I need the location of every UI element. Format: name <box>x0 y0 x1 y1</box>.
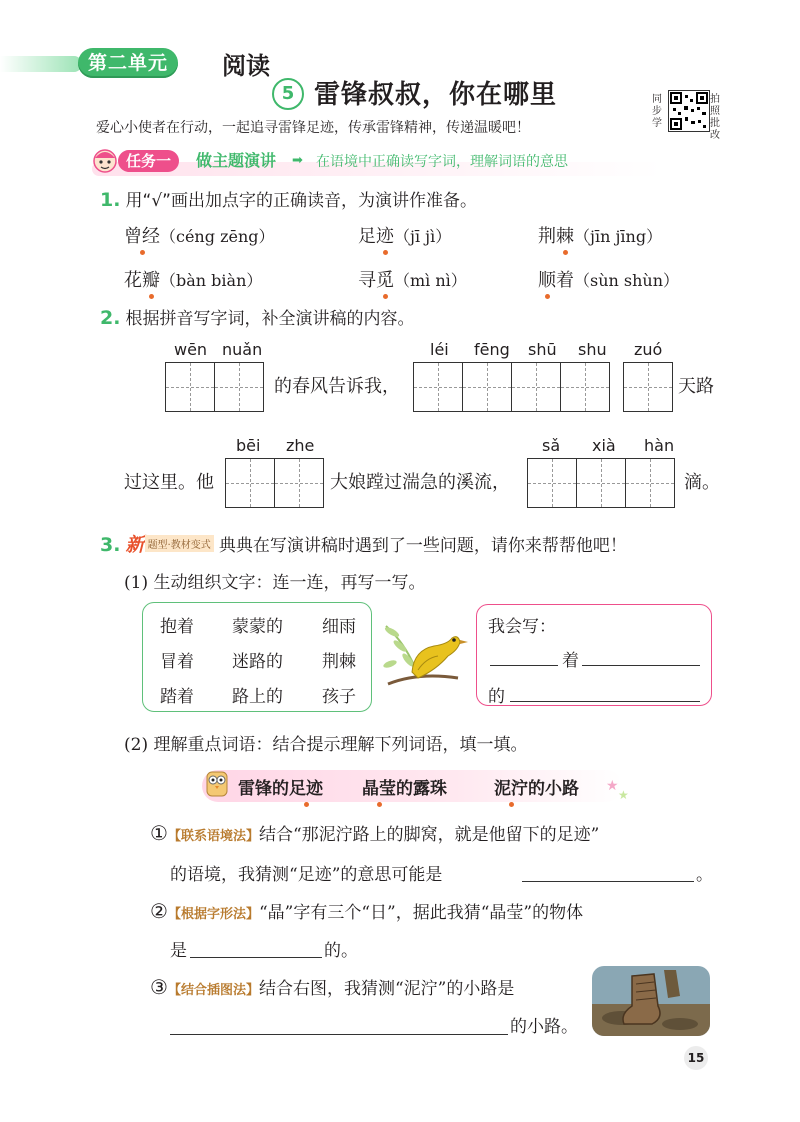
key-word: 雷锋的足迹 <box>238 779 323 799</box>
sub-item-1-end: 。 <box>696 865 713 885</box>
match-col-1[interactable]: 抱着 冒着 踏着 <box>160 617 194 707</box>
writing-grid[interactable] <box>226 458 324 508</box>
qr-code-icon[interactable] <box>668 90 710 132</box>
pinyin-item: 足迹（jī jì） <box>358 226 452 247</box>
answer-line[interactable] <box>190 957 322 958</box>
pinyin-label: léi <box>430 340 449 359</box>
method-label: 【联系语境法】 <box>167 829 259 844</box>
answer-line[interactable] <box>582 665 700 666</box>
lesson-title: 雷锋叔叔，你在哪里 <box>314 80 558 110</box>
pinyin-item: 曾经（céng zēng） <box>124 226 275 247</box>
task-title: 做主题演讲 <box>196 151 277 170</box>
pinyin-choices[interactable]: （bàn biàn） <box>160 271 263 290</box>
header-decor-bar <box>0 56 82 72</box>
qr-left-label: 同步学 <box>652 94 662 129</box>
answer-line[interactable] <box>510 701 700 702</box>
pinyin-label: zuó <box>634 340 663 359</box>
sub-item-3-end: 的小路。 <box>510 1017 578 1037</box>
sub-item-2: ②【根据字形法】“晶”字有三个“日”，据此我猜“晶莹”的物体 <box>150 899 584 923</box>
question-text: 根据拼音写字词，补全演讲稿的内容。 <box>125 309 415 329</box>
mascot-icon <box>92 146 118 174</box>
pinyin-item: 寻觅（mì nì） <box>358 270 467 291</box>
pinyin-choices[interactable]: （sùn shùn） <box>574 271 680 290</box>
question-3 <box>100 530 627 557</box>
writing-grid[interactable] <box>624 362 673 412</box>
pinyin-label: wēn <box>174 340 208 359</box>
key-word: 晶莹的露珠 <box>362 779 447 799</box>
dotted-char: 棘 <box>556 226 574 247</box>
dotted-char: 迹 <box>376 226 394 247</box>
bird-illustration <box>378 606 474 702</box>
subquestion-2: (2) 理解重点词语：结合提示理解下列词语，填一填。 <box>124 735 528 755</box>
pinyin-label: shū <box>528 340 557 359</box>
pinyin-choices[interactable]: （mì nì） <box>394 271 467 290</box>
write-de: 的 <box>488 687 505 707</box>
task-goal: 在语境中正确读写字词，理解词语的意思 <box>316 154 568 170</box>
question-number: 2. <box>100 307 121 329</box>
pinyin-choices[interactable]: （jī jì） <box>394 227 452 246</box>
muddy-path-illustration <box>592 966 710 1036</box>
write-mid: 着 <box>562 651 579 671</box>
question-text: 典典在写演讲稿时遇到了一些问题，请你来帮帮他吧！ <box>218 536 627 556</box>
question-text: 用“√”画出加点字的正确读音，为演讲作准备。 <box>125 191 477 211</box>
pinyin-label: hàn <box>644 436 675 455</box>
passage-text: 的春风告诉我， <box>274 376 400 397</box>
passage-text: 天路 <box>678 376 714 397</box>
question-1 <box>100 186 477 211</box>
unit-label: 第二单元 <box>78 48 178 78</box>
lesson-number: 5 <box>272 78 304 110</box>
pinyin-item: 荆棘（jīn jīng） <box>538 226 663 247</box>
write-label: 我会写： <box>488 617 556 637</box>
question-number: 1. <box>100 189 121 211</box>
sub-item-2-end: 的。 <box>324 941 358 961</box>
method-label: 【结合插图法】 <box>167 983 259 998</box>
subquestion-1: (1) 生动组织文字：连一连，再写一写。 <box>124 573 426 593</box>
method-label: 【根据字形法】 <box>167 907 259 922</box>
type-badge: 题型·教材变式 <box>145 535 214 552</box>
match-col-3[interactable]: 细雨 荆棘 孩子 <box>322 617 356 707</box>
qr-right-label: 拍照批改 <box>710 94 720 141</box>
passage-text: 过这里。他 <box>124 472 214 493</box>
pinyin-label: nuǎn <box>222 340 263 359</box>
dotted-char: 顺 <box>538 270 556 291</box>
answer-line[interactable] <box>170 1034 508 1035</box>
writing-grid[interactable] <box>528 458 675 508</box>
section-title: 阅读 <box>222 52 270 80</box>
new-badge: 新 <box>125 534 145 556</box>
star-icon: ★ <box>618 788 629 802</box>
answer-line[interactable] <box>522 881 694 882</box>
pinyin-label: fēng <box>474 340 510 359</box>
star-icon: ★ <box>606 778 619 794</box>
sub-item-2-cont: 是 <box>170 941 187 961</box>
sub-item-1: ①【联系语境法】结合“那泥泞路上的脚窝，就是他留下的足迹” <box>150 821 600 845</box>
dotted-char: 瓣 <box>142 270 160 291</box>
pinyin-item: 顺着（sùn shùn） <box>538 270 680 291</box>
dotted-char: 觅 <box>376 270 394 291</box>
match-col-2[interactable]: 蒙蒙的 迷路的 路上的 <box>232 617 283 707</box>
pinyin-choices[interactable]: （jīn jīng） <box>574 227 663 246</box>
pinyin-choices[interactable]: （céng zēng） <box>160 227 275 246</box>
pinyin-item: 花瓣（bàn biàn） <box>124 270 263 291</box>
task-label: 任务一 <box>118 150 179 172</box>
pinyin-label: xià <box>592 436 616 455</box>
answer-line[interactable] <box>490 665 558 666</box>
pinyin-label: shu <box>578 340 607 359</box>
question-2 <box>100 304 415 329</box>
page-number: 15 <box>684 1046 708 1070</box>
passage-text: 滴。 <box>684 472 720 493</box>
key-word: 泥泞的小路 <box>494 779 579 799</box>
pinyin-label: zhe <box>286 436 315 455</box>
intro-text: 爱心小使者在行动，一起追寻雷锋足迹，传承雷锋精神，传递温暖吧！ <box>96 120 530 136</box>
owl-icon <box>204 766 230 800</box>
pinyin-label: bēi <box>236 436 261 455</box>
writing-grid[interactable] <box>166 362 264 412</box>
sub-item-1-cont: 的语境，我猜测“足迹”的意思可能是 <box>170 865 443 885</box>
pinyin-label: sǎ <box>542 436 561 455</box>
sub-item-3: ③【结合插图法】结合右图，我猜测“泥泞”的小路是 <box>150 975 515 999</box>
passage-text: 大娘蹚过湍急的溪流， <box>330 472 510 493</box>
writing-grid[interactable] <box>414 362 610 412</box>
arrow-right-icon: ➡ <box>292 153 303 168</box>
question-number: 3. <box>100 534 121 556</box>
